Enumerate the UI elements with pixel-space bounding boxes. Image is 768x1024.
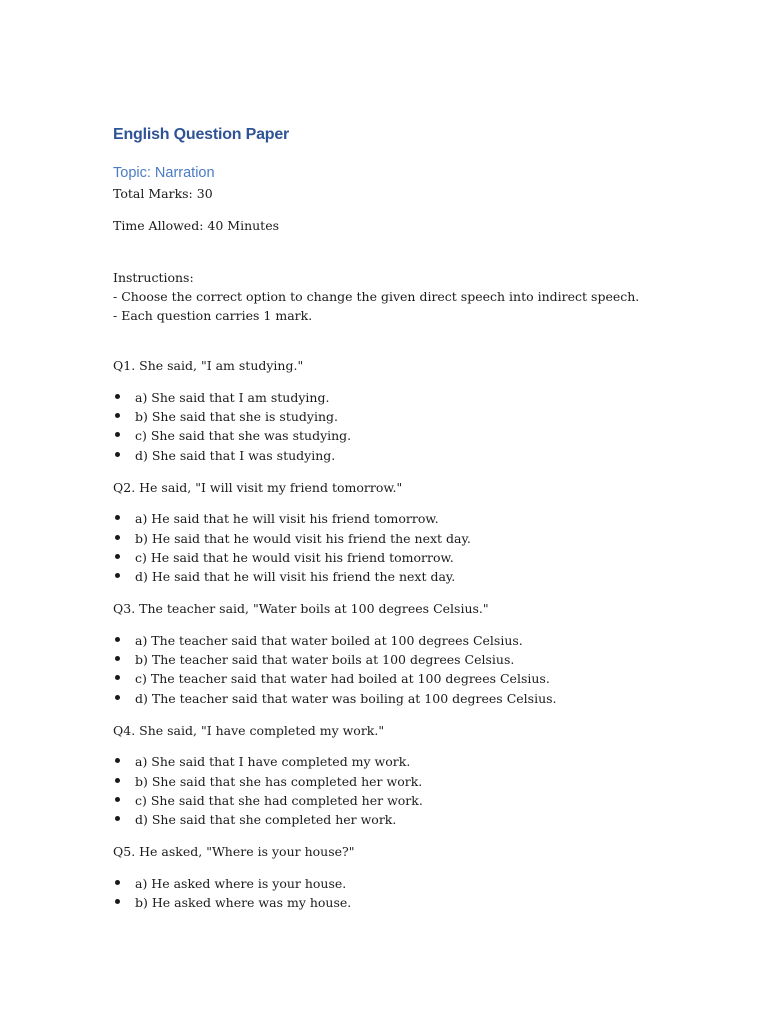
option-item <box>113 509 713 528</box>
option-item <box>113 426 713 445</box>
question-text: Q3. The teacher said, "Water boils at 100 degrees Celsius." <box>113 601 489 617</box>
option-text: c) He said that he would visit his friend tomorrow. <box>135 549 454 565</box>
option-text: a) She said that I have completed my work. <box>135 754 411 770</box>
instruction-line: - Each question carries 1 mark. <box>113 308 313 324</box>
option-text: c) She said that she had completed her work. <box>135 792 423 808</box>
option-item <box>113 650 713 669</box>
option-text: b) He said that he would visit his friend the next day. <box>135 530 471 546</box>
option-item <box>113 810 713 829</box>
option-list <box>113 388 713 465</box>
option-text: c) The teacher said that water had boiled at 100 degrees Celsius. <box>135 671 550 687</box>
option-item <box>113 772 713 791</box>
question-5 <box>113 842 713 912</box>
option-text: b) The teacher said that water boils at 100 degrees Celsius. <box>135 652 515 668</box>
time-allowed: Time Allowed: 40 Minutes <box>113 218 280 234</box>
question-text: Q4. She said, "I have completed my work." <box>113 722 385 738</box>
option-item <box>113 567 713 586</box>
bullet-icon <box>115 394 120 399</box>
bullet-icon <box>115 432 120 437</box>
option-text: a) He said that he will visit his friend tomorrow. <box>135 511 439 527</box>
question-text: Q1. She said, "I am studying." <box>113 358 304 374</box>
bullet-icon <box>115 778 120 783</box>
bullet-icon <box>115 535 120 540</box>
option-item <box>113 388 713 407</box>
option-text: d) The teacher said that water was boiling at 100 degrees Celsius. <box>135 690 557 706</box>
topic-heading: Topic: Narration <box>113 165 215 181</box>
option-text: d) He said that he will visit his friend the next day. <box>135 569 456 585</box>
option-item <box>113 752 713 771</box>
option-text: b) She said that she is studying. <box>135 409 338 425</box>
option-item <box>113 874 713 893</box>
bullet-icon <box>115 554 120 559</box>
instruction-line: - Choose the correct option to change the given direct speech into indirect speech. <box>113 288 640 304</box>
question-text: Q2. He said, "I will visit my friend tomorrow." <box>113 479 403 495</box>
option-item <box>113 529 713 548</box>
instructions <box>113 268 713 326</box>
question-4 <box>113 721 713 829</box>
bullet-icon <box>115 816 120 821</box>
option-item <box>113 631 713 650</box>
question-text: Q5. He asked, "Where is your house?" <box>113 844 355 860</box>
bullet-icon <box>115 452 120 457</box>
bullet-icon <box>115 413 120 418</box>
option-item <box>113 893 713 912</box>
bullet-icon <box>115 797 120 802</box>
option-item <box>113 548 713 567</box>
bullet-icon <box>115 656 120 661</box>
option-text: d) She said that I was studying. <box>135 447 336 463</box>
question-2 <box>113 478 713 586</box>
bullet-icon <box>115 573 120 578</box>
option-text: a) He asked where is your house. <box>135 875 347 891</box>
option-item <box>113 407 713 426</box>
option-list <box>113 631 713 708</box>
document-title: English Question Paper <box>113 126 290 143</box>
option-text: c) She said that she was studying. <box>135 428 352 444</box>
document-body <box>113 123 713 912</box>
question-3 <box>113 599 713 707</box>
option-item <box>113 791 713 810</box>
option-item <box>113 669 713 688</box>
instructions-heading: Instructions: <box>113 269 194 285</box>
option-text: d) She said that she completed her work. <box>135 812 397 828</box>
question-1 <box>113 356 713 464</box>
total-marks: Total Marks: 30 <box>113 186 213 201</box>
bullet-icon <box>115 675 120 680</box>
bullet-icon <box>115 637 120 642</box>
option-text: b) He asked where was my house. <box>135 895 352 911</box>
bullet-icon <box>115 515 120 520</box>
option-item <box>113 446 713 465</box>
bullet-icon <box>115 880 120 885</box>
option-text: a) The teacher said that water boiled at 100 degrees Celsius. <box>135 632 523 648</box>
bullet-icon <box>115 695 120 700</box>
bullet-icon <box>115 899 120 904</box>
option-item <box>113 689 713 708</box>
option-list <box>113 874 713 913</box>
bullet-icon <box>115 758 120 763</box>
option-list <box>113 509 713 586</box>
option-text: b) She said that she has completed her work. <box>135 773 423 789</box>
option-list <box>113 752 713 829</box>
option-text: a) She said that I am studying. <box>135 389 330 405</box>
